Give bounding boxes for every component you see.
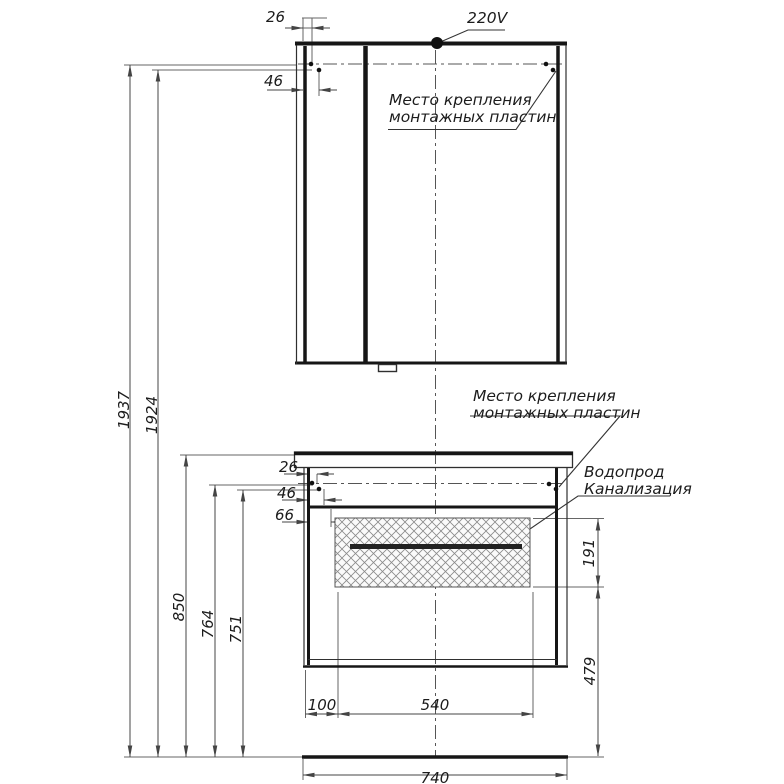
dim-lower-26: 26 <box>279 458 299 476</box>
dim-1924: 1924 <box>143 395 161 435</box>
dim-764: 764 <box>199 609 217 639</box>
service-zone-hatch <box>335 518 530 587</box>
dim-540: 540 <box>420 696 450 714</box>
dim-upper-46: 46 <box>264 72 284 90</box>
power-outlet-dot <box>431 37 443 49</box>
mounting-plates-label-top: Место крепления монтажных пластин <box>389 91 557 126</box>
dim-850: 850 <box>170 592 188 622</box>
dim-751: 751 <box>227 614 245 644</box>
dim-upper-26: 26 <box>266 8 286 26</box>
dim-1937: 1937 <box>115 390 133 430</box>
dim-100: 100 <box>307 696 337 714</box>
dim-lower-66: 66 <box>275 506 295 524</box>
water-sewer-label: Водопрод Канализация <box>584 463 692 498</box>
dim-740: 740 <box>420 769 450 784</box>
dim-191: 191 <box>580 538 598 568</box>
mounting-plates-label-bottom: Место крепления монтажных пластин <box>473 387 641 422</box>
dim-lower-46: 46 <box>277 484 297 502</box>
dim-479: 479 <box>581 656 599 686</box>
mounting-plate-dots <box>309 62 559 492</box>
drawer-handle-bar <box>350 544 522 549</box>
power-label: 220V <box>467 9 508 27</box>
